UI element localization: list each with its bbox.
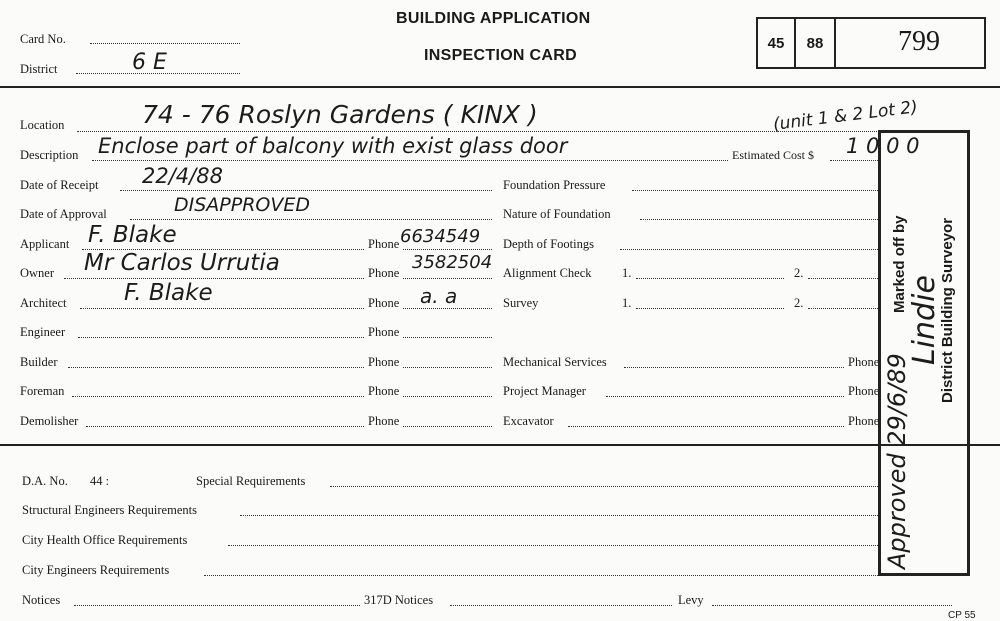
description-label: Description xyxy=(20,148,79,162)
excavator-phone-label: Phone xyxy=(848,414,880,428)
demolisher-phone-label: Phone xyxy=(368,414,400,428)
structural-label: Structural Engineers Requirements xyxy=(22,503,197,517)
district-label: District xyxy=(20,62,58,76)
unit-note: (unit 1 & 2 Lot 2) xyxy=(772,97,919,135)
card-no-line xyxy=(90,43,240,44)
location-line xyxy=(77,131,957,132)
header-divider xyxy=(0,86,1000,88)
engineer-phone-line xyxy=(403,337,492,338)
survey-num-2: 2. xyxy=(794,296,804,310)
date-approval-line xyxy=(130,219,492,220)
description-line xyxy=(92,160,728,161)
district-surveyor-stamp xyxy=(878,130,970,576)
stamp-line-2: District Building Surveyor xyxy=(939,217,956,403)
card-number-box-b: 88 xyxy=(796,19,836,67)
builder-phone-line xyxy=(403,367,492,368)
da-no-value: 44 : xyxy=(90,474,110,488)
foreman-phone-line xyxy=(403,396,492,397)
project-manager-line xyxy=(606,396,844,397)
architect-label: Architect xyxy=(20,296,67,310)
survey-label: Survey xyxy=(503,296,539,310)
architect-line xyxy=(80,308,364,309)
levy-label: Levy xyxy=(678,593,704,607)
levy-line xyxy=(712,605,952,606)
survey-line-1 xyxy=(636,308,784,309)
builder-label: Builder xyxy=(20,355,58,369)
applicant-value: F. Blake xyxy=(88,222,177,248)
foundation-pressure-line xyxy=(632,190,878,191)
notices-317d-label: 317D Notices xyxy=(364,593,434,607)
demolisher-line xyxy=(86,426,364,427)
alignment-line-1 xyxy=(636,278,784,279)
depth-footings-label: Depth of Footings xyxy=(503,237,594,251)
foundation-pressure-label: Foundation Pressure xyxy=(503,178,606,192)
engineer-phone-label: Phone xyxy=(368,325,400,339)
survey-line-2 xyxy=(808,308,878,309)
mechanical-label: Mechanical Services xyxy=(503,355,607,369)
date-receipt-line xyxy=(120,190,492,191)
builder-phone-label: Phone xyxy=(368,355,400,369)
foreman-phone-label: Phone xyxy=(368,384,400,398)
nature-foundation-line xyxy=(640,219,878,220)
engineer-label: Engineer xyxy=(20,325,66,339)
card-no-label: Card No. xyxy=(20,32,66,46)
owner-line xyxy=(64,278,364,279)
applicant-phone-label: Phone xyxy=(368,237,400,251)
excavator-line xyxy=(568,426,844,427)
stamp-signature: Lindie xyxy=(907,275,942,365)
foreman-label: Foreman xyxy=(20,384,65,398)
alignment-line-2 xyxy=(808,278,878,279)
estimated-cost-value: 1 0 0 0 xyxy=(846,134,920,158)
architect-value: F. Blake xyxy=(124,280,213,306)
card-number: 799 xyxy=(898,26,940,57)
owner-value: Mr Carlos Urrutia xyxy=(84,250,280,276)
applicant-label: Applicant xyxy=(20,237,70,251)
approved-note: Approved 29/6/89 xyxy=(883,353,911,569)
card-number-box xyxy=(756,17,986,69)
architect-phone-line xyxy=(403,308,492,309)
title-line-1: BUILDING APPLICATION xyxy=(396,10,591,27)
depth-footings-line xyxy=(620,249,878,250)
city-eng-line xyxy=(204,575,878,576)
date-approval-value: DISAPPROVED xyxy=(174,194,310,216)
estimated-cost-label: Estimated Cost $ xyxy=(732,148,814,162)
alignment-check-label: Alignment Check xyxy=(503,266,592,280)
owner-phone-label: Phone xyxy=(368,266,400,280)
district-value: 6 E xyxy=(132,50,167,75)
applicant-phone-line xyxy=(403,249,492,250)
special-req-line xyxy=(330,486,878,487)
foreman-line xyxy=(72,396,364,397)
project-manager-label: Project Manager xyxy=(503,384,586,398)
engineer-line xyxy=(78,337,364,338)
structural-line xyxy=(240,515,878,516)
location-label: Location xyxy=(20,118,65,132)
notices-line xyxy=(74,605,360,606)
mechanical-phone-label: Phone xyxy=(848,355,880,369)
architect-phone-value: a. a xyxy=(420,284,458,308)
notices-317d-line xyxy=(450,605,672,606)
excavator-label: Excavator xyxy=(503,414,554,428)
alignment-num-1: 1. xyxy=(622,266,632,280)
owner-label: Owner xyxy=(20,266,55,280)
special-req-label: Special Requirements xyxy=(196,474,306,488)
architect-phone-label: Phone xyxy=(368,296,400,310)
stamp-line-1: Marked off by xyxy=(891,215,908,313)
builder-line xyxy=(68,367,364,368)
nature-foundation-label: Nature of Foundation xyxy=(503,207,611,221)
middle-divider xyxy=(0,444,1000,446)
demolisher-label: Demolisher xyxy=(20,414,79,428)
form-code: CP 55 xyxy=(948,610,976,621)
city-eng-label: City Engineers Requirements xyxy=(22,563,170,577)
location-value: 74 - 76 Roslyn Gardens ( KINX ) xyxy=(142,100,538,129)
owner-phone-line xyxy=(403,278,492,279)
notices-label: Notices xyxy=(22,593,61,607)
date-approval-label: Date of Approval xyxy=(20,207,107,221)
health-label: City Health Office Requirements xyxy=(22,533,188,547)
health-line xyxy=(228,545,878,546)
estimated-cost-line xyxy=(830,160,880,161)
title-line-2: INSPECTION CARD xyxy=(424,47,577,64)
description-value: Enclose part of balcony with exist glass door xyxy=(98,134,568,158)
date-receipt-label: Date of Receipt xyxy=(20,178,99,192)
alignment-num-2: 2. xyxy=(794,266,804,280)
survey-num-1: 1. xyxy=(622,296,632,310)
applicant-phone-value: 6634549 xyxy=(400,226,481,247)
demolisher-phone-line xyxy=(403,426,492,427)
owner-phone-value: 3582504 xyxy=(412,252,493,273)
card-number-box-a: 45 xyxy=(758,19,796,67)
mechanical-line xyxy=(624,367,844,368)
project-manager-phone-label: Phone xyxy=(848,384,880,398)
date-receipt-value: 22/4/88 xyxy=(142,164,223,188)
da-no-label: D.A. No. xyxy=(22,474,68,488)
